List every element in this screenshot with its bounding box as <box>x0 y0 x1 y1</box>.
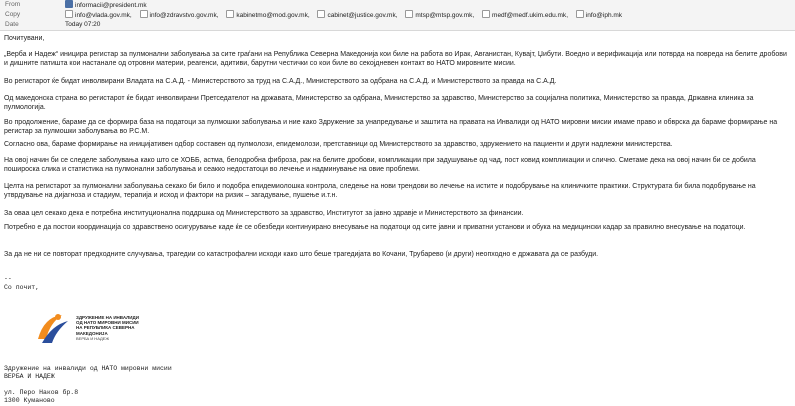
logo-line: ОД НАТО МИРОВНИ МИСИИ <box>76 320 139 326</box>
logo-line: ЗДРУЖЕНИЕ НА ИНВАЛИДИ <box>76 315 139 320</box>
from-value[interactable]: informacii@president.mk <box>65 0 147 11</box>
copy-recipient[interactable]: info@zdravstvo.gov.mk <box>149 12 217 19</box>
body-paragraph: Целта на регистарот за пулмонални заболувања секако би било и подобра епидемиолошка контрола, следење на нови трендови во лечење на истите и подобрување на клиничките практики. Структурата би била подобрување на утврдување на дијагноза и стадиум, терапија и исход и фактори на ризик – загадување, пушење и.т.н. <box>4 183 756 199</box>
logo-mark-icon <box>32 309 72 349</box>
date-label: Date <box>5 21 19 28</box>
copy-recipient[interactable]: mtsp@mtsp.gov.mk <box>415 12 473 19</box>
body-paragraph: За да не ни се повторат предходните случувања, трагедии со катастрофални исходи како што беше трагедијата во Кочани, Трубарево (и други) неопходно е државата да се разбуди. <box>4 251 599 258</box>
checkbox-icon[interactable] <box>226 10 234 18</box>
body-paragraph: Согласно ова, бараме формирање на иницијативен одбор составен од пулмолози, епидемолози, претставници од Министерството за здравство, здружението на пациенти и други надлежни министерства. <box>4 141 673 148</box>
copy-recipient[interactable]: medf@medf.ukim.edu.mk <box>492 12 567 19</box>
checkbox-icon[interactable] <box>317 10 325 18</box>
checkbox-icon[interactable] <box>405 10 413 18</box>
signature-separator: -- <box>4 275 12 282</box>
checkbox-icon[interactable] <box>65 0 73 8</box>
body-paragraph: Потребно е да постои координација со здравствено осигурување каде ќе се обезбеди континуирано внесување на податоци од сите јавни и приватни установи и обука на медицински кадар за правилно внесување на податоци. <box>4 224 746 231</box>
org-name-2: ВЕРБА И НАДЕЖ <box>4 373 55 380</box>
copy-recipient[interactable]: info@vlada.gov.mk <box>75 12 130 19</box>
copy-label: Copy <box>5 11 21 18</box>
date-value: Today 07:20 <box>65 21 101 28</box>
greeting: Почитувани, <box>4 35 45 42</box>
body-paragraph: На овој начин би се следеле заболувања како што се ХОББ, астма, белодробна фиброза, рак на белите дробови, компликации при задушување од чад, пост ковид компликации и слично. Сметаме дека на овој начин би се добила пошироска слика и статистика на пулмонални заболувања и сеакко недостатоци во лечење и надминување на овие проблеми. <box>4 157 756 173</box>
checkbox-icon[interactable] <box>65 10 73 18</box>
body-paragraph: За оваа цел секако дека е потребна институционална поддршка од Министерството за здравство, Институтот за јавно здравје и Министерството за финансии. <box>4 210 524 217</box>
copy-recipient[interactable]: cabinet@justice.gov.mk <box>327 12 396 19</box>
checkbox-icon[interactable] <box>140 10 148 18</box>
from-label: From <box>5 1 21 8</box>
address-street: ул. Перо Наков бр.8 <box>4 389 79 396</box>
checkbox-icon[interactable] <box>482 10 490 18</box>
organization-logo <box>32 309 152 349</box>
body-paragraph: Во регистарот ќе бидат инволвирани Владата на С.А.Д. - Министерството за труд на С.А.Д., Министерството за одбрана на С.А.Д. и Министерството за правда на С.А.Д. <box>4 78 557 85</box>
copy-recipient[interactable]: info@iph.mk <box>585 12 623 19</box>
checkbox-icon[interactable] <box>576 10 584 18</box>
copy-recipients: info@vlada.gov.mk, info@zdravstvo.gov.mk, kabinetmo@mod.gov.mk, cabinet@justice.gov.mk, mtsp@mtsp.gov.mk, medf@medf.ukim.edu.mk, info@iph.mk <box>65 10 622 21</box>
logo-subtitle: ВЕРБА И НАДЕЖ <box>76 335 110 341</box>
body-paragraph: Од македонска страна во регистарот ќе бидат инволвирани Претседателот на државата, Министерство за одбрана, Министерство за здравство, Министерство за социјална политика, Министерство за правда, Државна клиника за пулмологија. <box>4 95 754 111</box>
message-header <box>0 0 795 31</box>
address-city: 1300 Куманово <box>4 397 55 404</box>
logo-text <box>76 315 152 341</box>
signature-closing: Со почит, <box>4 284 40 291</box>
copy-recipient[interactable]: kabinetmo@mod.gov.mk <box>236 12 308 19</box>
logo-line: НА РЕПУБЛИКА СЕВЕРНА МАКЕДОНИЈА <box>76 325 135 336</box>
org-name: Здружение на инвалиди од НАТО мировни мисии <box>4 365 172 372</box>
body-paragraph: Во продолжение, бараме да се формира база на податоци за пулмошки заболувања и ние како Здружение за унапредување и заштита на правата на Инвалиди од НАТО мировни мисии имаме право и обврска да бараме формирање на регистар за пулмошки заболувања во Р.С.М. <box>4 119 778 135</box>
body-paragraph: „Верба и Надеж“ иницира регистар за пулмонални заболувања за сите граѓани на Република Северна Македонија кои биле на работа во Ирак, Авганистан, Кувајт, Џибути. Воедно и верификација или потврда на повреда на белите дробови и дишните патишта кои настанале од отровни материи, реагенси, адитиви, барутни честички со кои биле во секојдневен контакт во НАТО мировните мисии. <box>4 51 787 67</box>
